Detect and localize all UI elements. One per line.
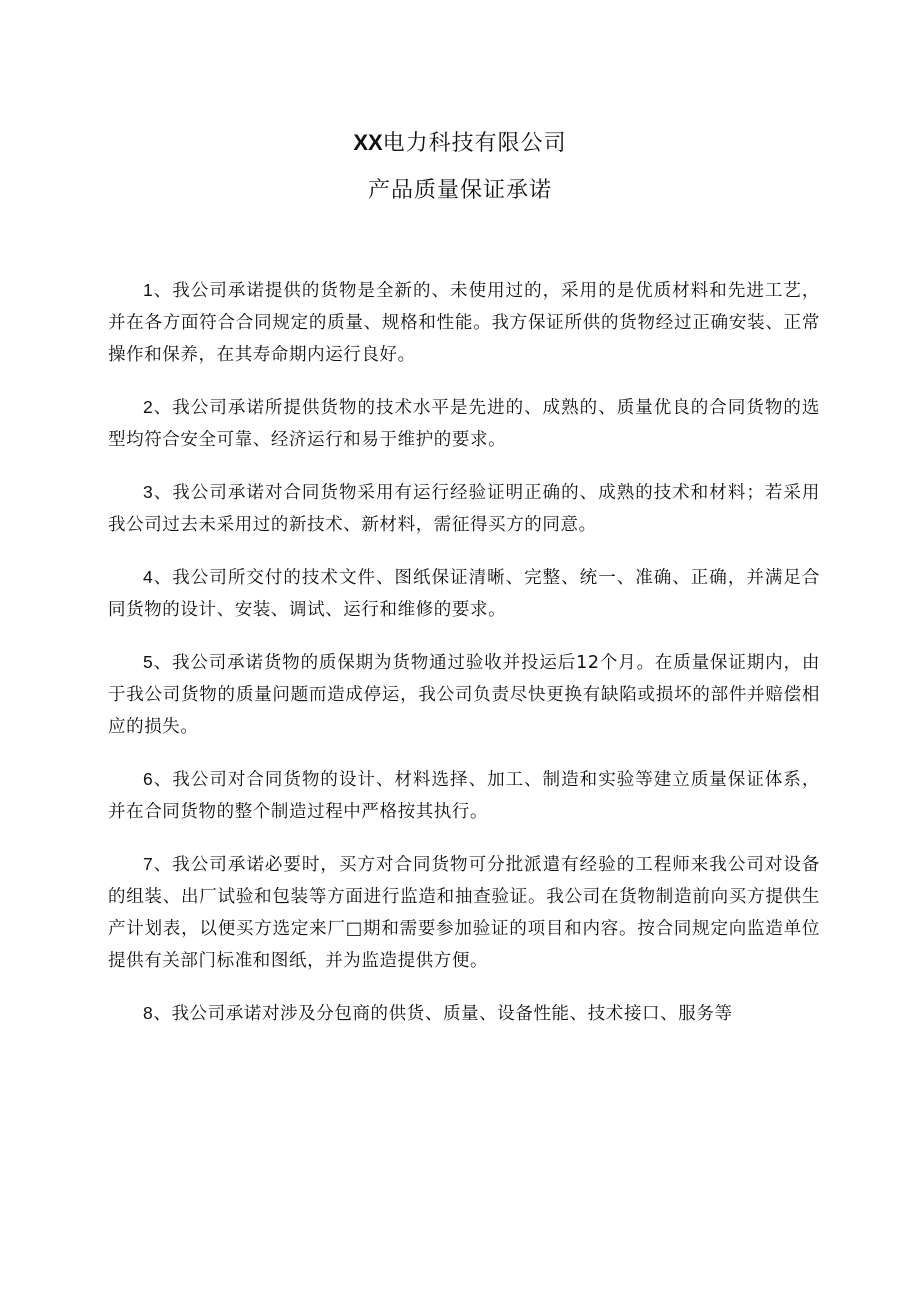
clause-text: 我公司所交付的技术文件、图纸保证清晰、完整、统一、准确、正确，并满足合同货物的设计、安装、调试、运行和维修的要求。	[108, 568, 820, 620]
clause-separator: 、	[153, 770, 173, 790]
clause-number: 5	[143, 652, 154, 672]
document-body	[108, 274, 820, 1050]
company-name	[0, 126, 920, 161]
clause-text: 我公司承诺货物的质保期为货物通过验收并投运后12个月。在质量保证期内，由于我公司货物的质量问题而造成停运，我公司负责尽快更换有缺陷或损坏的部件并赔偿相应的损失。	[108, 653, 820, 737]
clause-separator: 、	[153, 281, 173, 301]
clause-text: 我公司承诺对涉及分包商的供货、质量、设备性能、技术接口、服务等	[171, 1004, 733, 1024]
clause-paragraph	[108, 763, 820, 828]
clause-paragraph	[108, 561, 820, 626]
company-name-prefix: XX	[353, 130, 383, 155]
clause-paragraph	[108, 997, 820, 1030]
clause-separator: 、	[153, 1004, 172, 1024]
clause-paragraph	[108, 646, 820, 743]
clause-text: 我公司承诺对合同货物采用有运行经验证明正确的、成熟的技术和材料；若采用我公司过去未采用过的新技术、新材料，需征得买方的同意。	[108, 483, 820, 535]
clause-separator: 、	[153, 855, 173, 875]
clause-text: 我公司对合同货物的设计、材料选择、加工、制造和实验等建立质量保证体系，并在合同货物的整个制造过程中严格按其执行。	[108, 770, 820, 822]
company-name-text: 电力科技有限公司	[382, 131, 567, 156]
clause-text: 我公司承诺所提供货物的技术水平是先进的、成熟的、质量优良的合同货物的选型均符合安全可靠、经济运行和易于维护的要求。	[108, 398, 820, 450]
clause-number: 8	[143, 1003, 154, 1023]
clause-separator: 、	[153, 653, 172, 673]
clause-paragraph	[108, 476, 820, 541]
clause-number: 1	[143, 280, 154, 300]
clause-number: 4	[143, 567, 154, 587]
clause-text: 我公司承诺提供的货物是全新的、未使用过的，采用的是优质材料和先进工艺，并在各方面符合合同规定的质量、规格和性能。我方保证所供的货物经过正确安装、正常操作和保养，在其寿命期内运行良好。	[108, 281, 820, 365]
clause-separator: 、	[153, 398, 173, 418]
clause-paragraph	[108, 274, 820, 371]
clause-text: 我公司承诺必要时，买方对合同货物可分批派遣有经验的工程师来我公司对设备的组装、出厂试验和包装等方面进行监造和抽查验证。我公司在货物制造前向买方提供生产计划表，以便买方选定来厂□期和需要参加验证的项目和内容。按合同规定向监造单位提供有关部门标准和图纸，并为监造提供方便。	[108, 855, 820, 971]
clause-number: 3	[143, 482, 154, 502]
clause-paragraph	[108, 848, 820, 977]
document-title: 产品质量保证承诺	[367, 178, 552, 203]
clause-number: 7	[143, 854, 154, 874]
clause-paragraph	[108, 391, 820, 456]
clause-separator: 、	[153, 568, 173, 588]
clause-number: 6	[143, 769, 154, 789]
clause-separator: 、	[153, 483, 173, 503]
clause-number: 2	[143, 397, 154, 417]
